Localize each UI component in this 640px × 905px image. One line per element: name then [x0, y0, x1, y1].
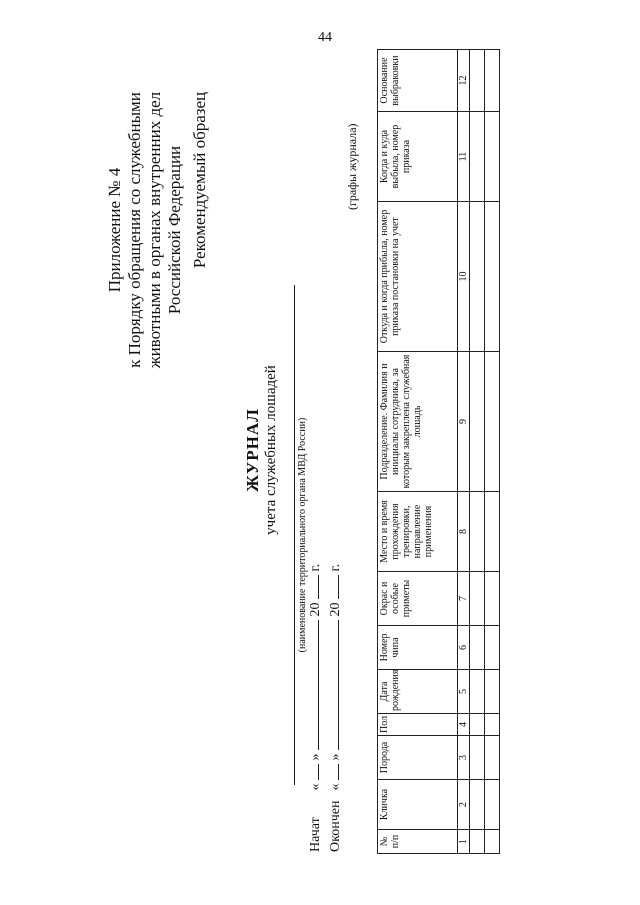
column-header: Пол — [378, 714, 458, 736]
quote-close: » — [308, 753, 323, 761]
column-header: Порода — [378, 736, 458, 780]
table-cell — [470, 112, 485, 202]
table-cell — [485, 572, 500, 626]
column-header: Место и время прохождения тренировки, направление применения — [378, 492, 458, 572]
appendix-line-2: животными в органах внутренних дел — [145, 91, 164, 369]
table-cell — [470, 626, 485, 670]
appendix-heading: Приложение № 4 — [105, 167, 124, 293]
table-cell — [485, 626, 500, 670]
table-cell — [485, 112, 500, 202]
quote-open: « — [328, 783, 343, 791]
column-number: 10 — [458, 202, 470, 352]
table-cell — [485, 670, 500, 714]
table-header-row — [378, 50, 458, 854]
appendix-line-1: к Порядку обращения со служебными — [125, 92, 144, 368]
journal-title-main: ЖУРНАЛ — [243, 408, 262, 492]
column-header: Подразделение. Фамилия и инициалы сотрудника, за которым закреплена служебная лошадь — [378, 352, 458, 492]
table-cell — [470, 780, 485, 830]
table-cell — [485, 492, 500, 572]
column-header: № п/п — [378, 830, 458, 854]
table-cell — [470, 830, 485, 854]
year-suffix: г. — [328, 563, 343, 572]
table-cell — [470, 202, 485, 352]
column-header: Дата рождения — [378, 670, 458, 714]
dates-block — [305, 564, 345, 852]
month-blank — [305, 620, 319, 750]
column-header: Откуда и когда прибыла, номер приказа постановки на учет — [378, 202, 458, 352]
journal-title-sub: учета служебных лошадей — [263, 365, 279, 535]
column-number: 12 — [458, 50, 470, 112]
column-number: 11 — [458, 112, 470, 202]
year-blank — [325, 575, 339, 599]
column-number: 3 — [458, 736, 470, 780]
finished-label: Окончен — [328, 800, 343, 852]
column-header: Кличка — [378, 780, 458, 830]
century: 20 — [328, 602, 343, 617]
journal-title — [243, 240, 280, 660]
landscape-sheet — [65, 50, 585, 860]
appendix-line-3: Российской Федерации — [165, 145, 184, 315]
day-blank — [325, 764, 339, 780]
table-row — [470, 50, 485, 854]
column-header: Номер чипа — [378, 626, 458, 670]
century: 20 — [308, 602, 323, 617]
column-number: 1 — [458, 830, 470, 854]
table-cell — [485, 50, 500, 112]
column-number: 5 — [458, 670, 470, 714]
page-number: 44 — [318, 30, 332, 45]
column-number: 2 — [458, 780, 470, 830]
organization-blank-line — [280, 285, 295, 785]
table-cell — [470, 572, 485, 626]
column-number: 6 — [458, 626, 470, 670]
columns-note: (графы журнала) — [345, 123, 359, 210]
organization-caption: (наименование территориального органа МВД России) — [297, 417, 308, 653]
column-header: Основание выбраковки — [378, 50, 458, 112]
table-cell — [470, 736, 485, 780]
table-cell — [485, 352, 500, 492]
started-row — [305, 564, 325, 852]
year-blank — [305, 575, 319, 599]
column-header: Когда и куда выбыла, номер приказа — [378, 112, 458, 202]
organization-field — [280, 285, 308, 785]
table-cell — [485, 736, 500, 780]
table-cell — [485, 714, 500, 736]
journal-table — [377, 49, 500, 854]
column-number: 4 — [458, 714, 470, 736]
column-header: Окрас и особые приметы — [378, 572, 458, 626]
column-number: 9 — [458, 352, 470, 492]
table-cell — [485, 780, 500, 830]
column-number: 8 — [458, 492, 470, 572]
quote-open: « — [308, 783, 323, 791]
table-cell — [485, 202, 500, 352]
table-cell — [485, 830, 500, 854]
year-suffix: г. — [308, 563, 323, 572]
quote-close: » — [328, 753, 343, 761]
table-cell — [470, 50, 485, 112]
finished-row — [325, 564, 345, 852]
sample-label: Рекомендуемый образец — [190, 91, 209, 269]
month-blank — [325, 620, 339, 750]
table-row — [485, 50, 500, 854]
column-number: 7 — [458, 572, 470, 626]
table-cell — [470, 352, 485, 492]
table-cell — [470, 714, 485, 736]
appendix-block — [105, 55, 185, 405]
table-cell — [470, 670, 485, 714]
started-label: Начат — [308, 817, 323, 852]
table-cell — [470, 492, 485, 572]
day-blank — [305, 764, 319, 780]
column-number-row — [458, 50, 470, 854]
